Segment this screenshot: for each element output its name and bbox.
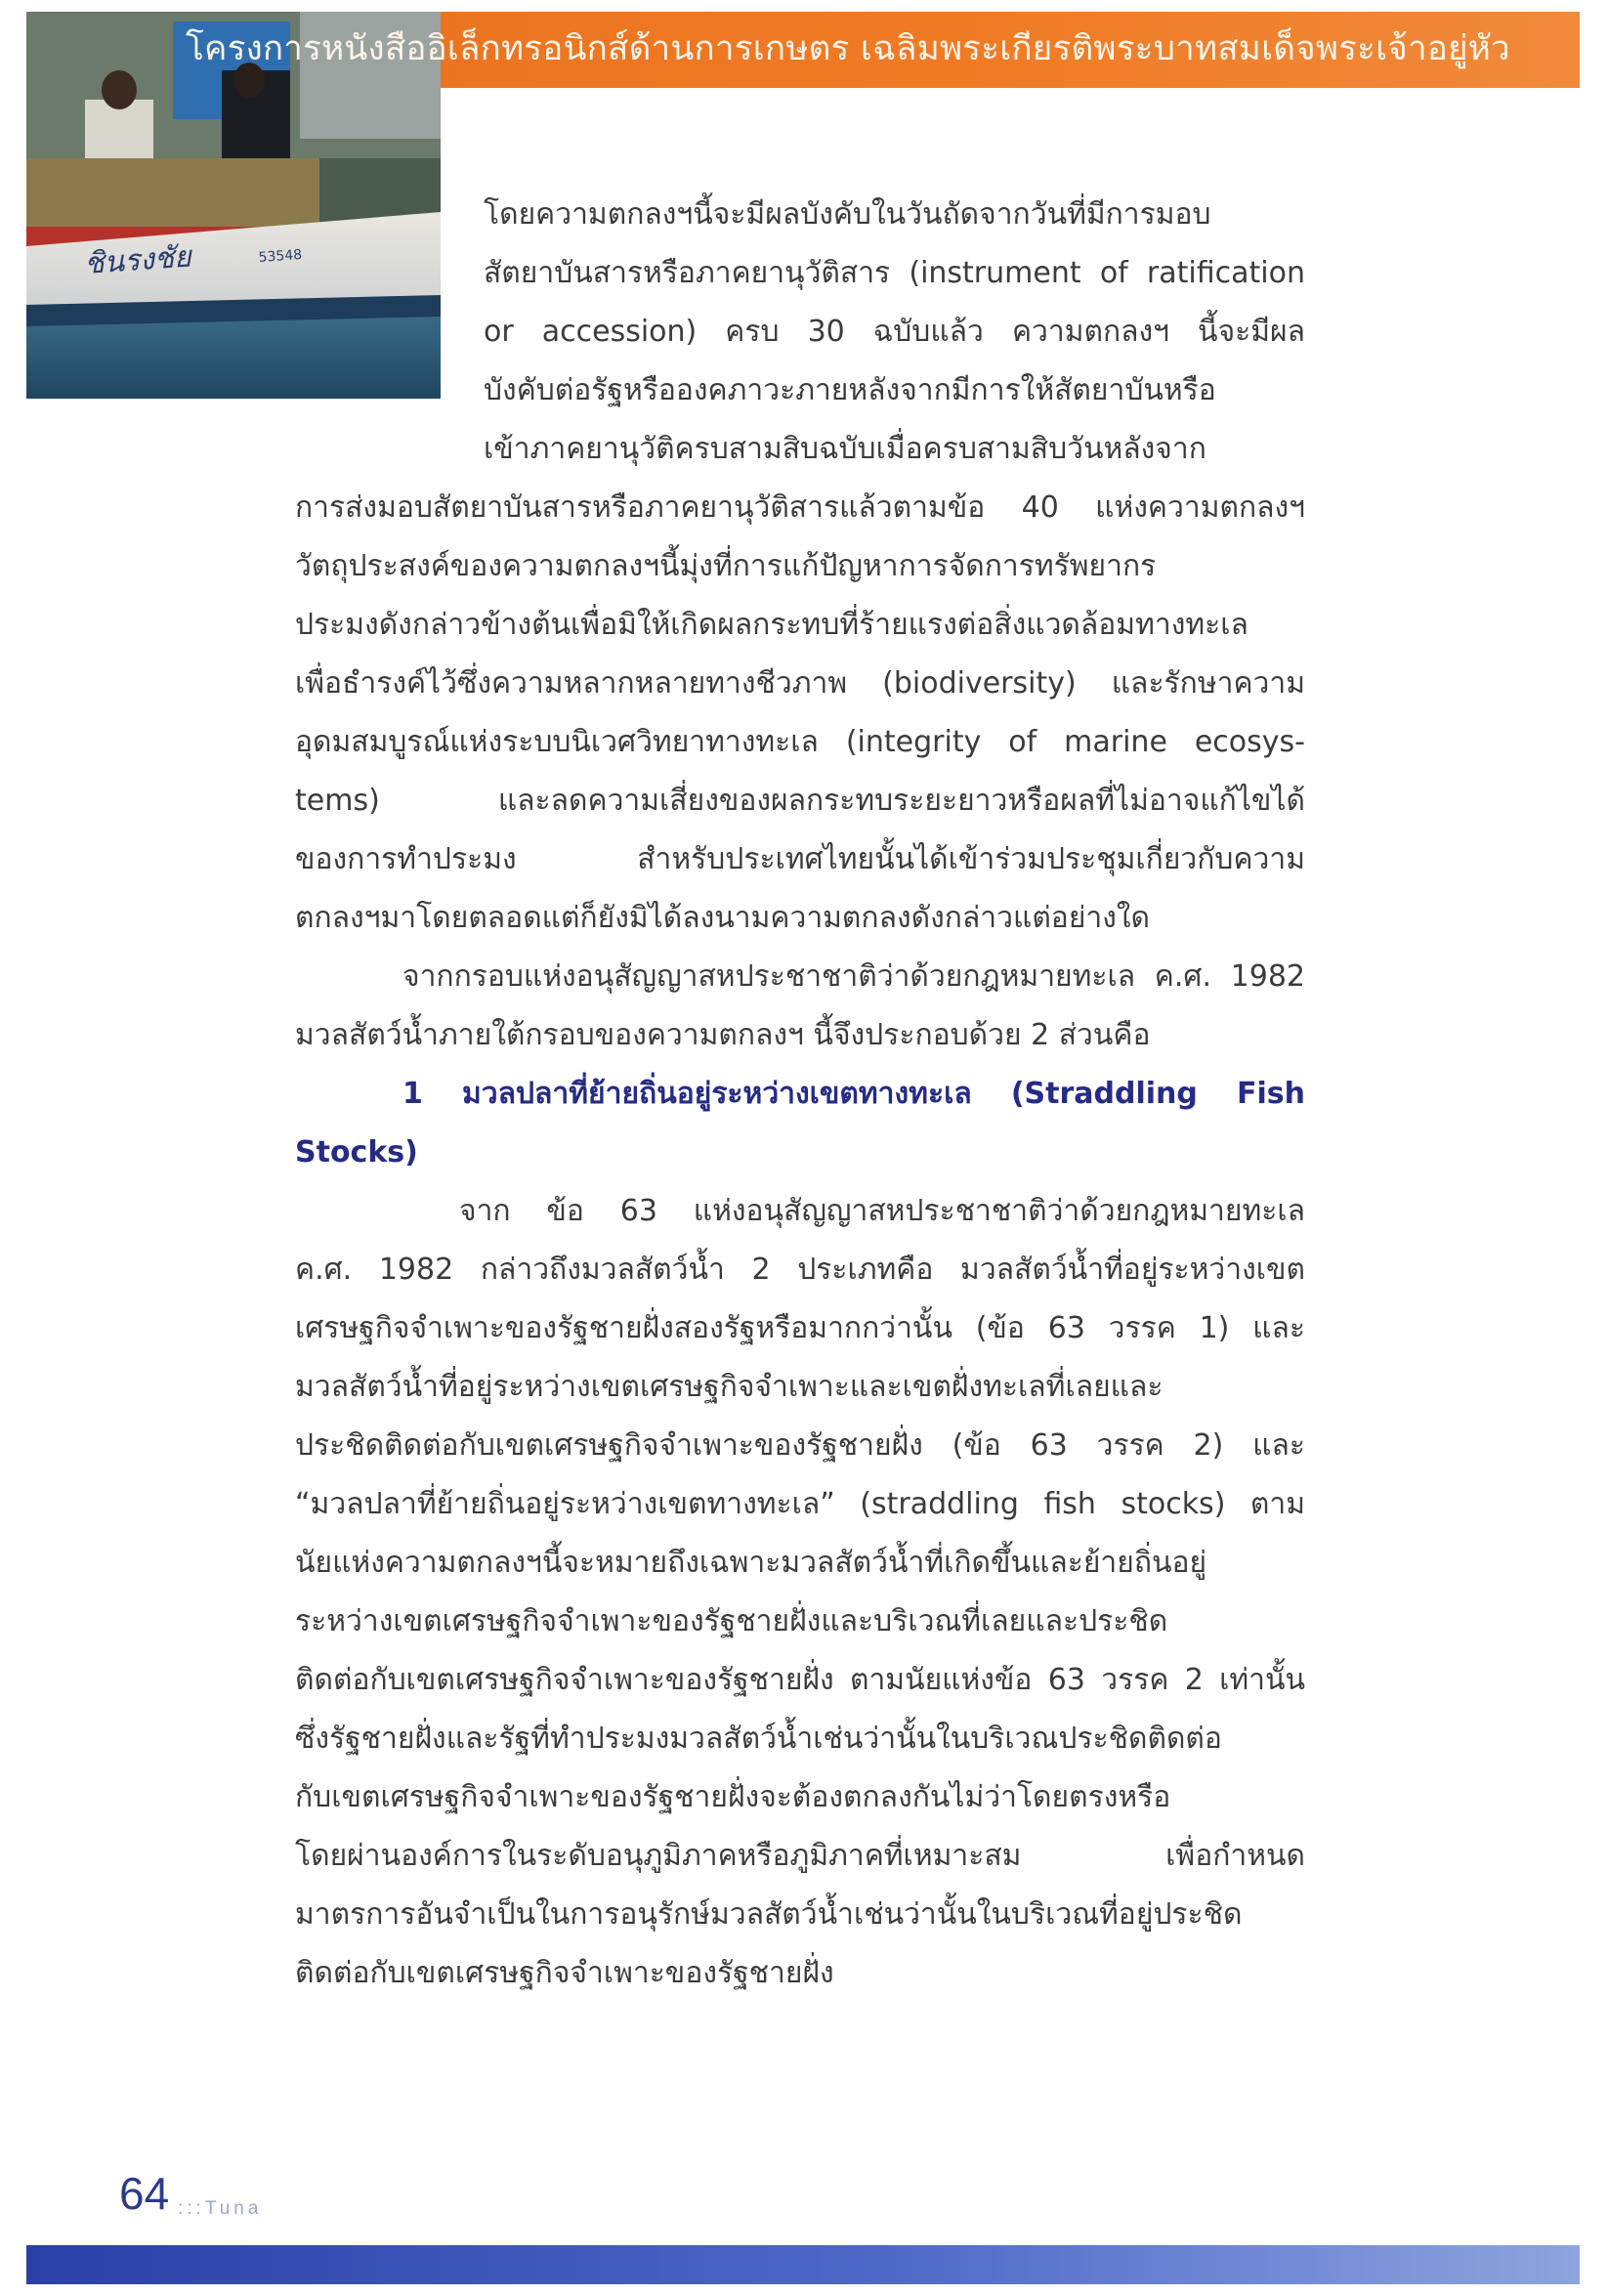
text-line: ประชิดติดต่อกับเขตเศรษฐกิจจำเพาะของรัฐชายฝั่ง (ข้อ 63 วรรค 2) และ (295, 1428, 1305, 1463)
section-heading-cont: Stocks) (295, 1135, 418, 1169)
text-line: ซึ่งรัฐชายฝั่งและรัฐที่ทำประมงมวลสัตว์น้ำเช่นว่านั้นในบริเวณประชิดติดต่อ (295, 1722, 1222, 1756)
text-line: กับเขตเศรษฐกิจจำเพาะของรัฐชายฝั่งจะต้องตกลงกันไม่ว่าโดยตรงหรือ (295, 1780, 1171, 1814)
text-line: จากกรอบแห่งอนุสัญญาสหประชาชาติว่าด้วยกฎหมายทะเล ค.ศ. 1982 (402, 959, 1305, 994)
boat-name: ชินรงชัย (83, 239, 192, 281)
header-title: โครงการหนังสืออิเล็กทรอนิกส์ด้านการเกษตร เฉลิมพระเกียรติพระบาทสมเด็จพระเจ้าอยู่หัว (186, 29, 1510, 68)
footer-label: :::Tuna (178, 2198, 263, 2219)
text-line: ติดต่อกับเขตเศรษฐกิจจำเพาะของรัฐชายฝั่ง (295, 1956, 834, 1990)
text-line: เข้าภาคยานุวัติครบสามสิบฉบับเมื่อครบสามสิบวันหลังจาก (484, 432, 1206, 466)
text-line: โดยความตกลงฯนี้จะมีผลบังคับในวันถัดจากวันที่มีการมอบ (484, 197, 1211, 232)
text-line: นัยแห่งความตกลงฯนี้จะหมายถึงเฉพาะมวลสัตว์น้ำที่เกิดขึ้นและย้ายถิ่นอยู่ (295, 1546, 1207, 1580)
text-line: มาตรการอันจำเป็นในการอนุรักษ์มวลสัตว์น้ำเช่นว่านั้นในบริเวณที่อยู่ประชิด (295, 1897, 1243, 1932)
text-line: tems) และลดความเสี่ยงของผลกระทบระยะยาวหรือผลที่ไม่อาจแก้ไขได้ (295, 784, 1305, 818)
text-line: มวลสัตว์น้ำที่อยู่ระหว่างเขตเศรษฐกิจจำเพาะและเขตฝั่งทะเลที่เลยและ (295, 1370, 1164, 1404)
text-line: การส่งมอบสัตยาบันสารหรือภาคยานุวัติสารแล้วตามข้อ 40 แห่งความตกลงฯ (295, 490, 1305, 525)
section-heading: 1 มวลปลาที่ย้ายถิ่นอยู่ระหว่างเขตทางทะเล (Straddling Fish (402, 1077, 1305, 1111)
text-line: เศรษฐกิจจำเพาะของรัฐชายฝั่งสองรัฐหรือมากกว่านั้น (ข้อ 63 วรรค 1) และ (295, 1311, 1305, 1345)
text-line: มวลสัตว์น้ำภายใต้กรอบของความตกลงฯ นี้จึงประกอบด้วย 2 ส่วนคือ (295, 1018, 1151, 1052)
text-line: or accession) ครบ 30 ฉบับแล้ว ความตกลงฯ นี้จะมีผล (484, 315, 1305, 349)
text-line: วัตถุประสงค์ของความตกลงฯนี้มุ่งที่การแก้ปัญหาการจัดการทรัพยากร (295, 549, 1157, 583)
text-line: โดยผ่านองค์การในระดับอนุภูมิภาคหรือภูมิภาคที่เหมาะสม เพื่อกำหนด (295, 1839, 1305, 1873)
text-line: ประมงดังกล่าวข้างต้นเพื่อมิให้เกิดผลกระทบที่ร้ายแรงต่อสิ่งแวดล้อมทางทะเล (295, 608, 1248, 642)
text-line: จาก ข้อ 63 แห่งอนุสัญญาสหประชาชาติว่าด้วยกฎหมายทะเล (459, 1194, 1305, 1228)
text-line: ตกลงฯมาโดยตลอดแต่ก็ยังมิได้ลงนามความตกลงดังกล่าวแต่อย่างใด (295, 901, 1151, 935)
text-line: ติดต่อกับเขตเศรษฐกิจจำเพาะของรัฐชายฝั่ง ตามนัยแห่งข้อ 63 วรรค 2 เท่านั้น (295, 1663, 1305, 1697)
footer-bar (26, 2245, 1580, 2284)
text-line: อุดมสมบูรณ์แห่งระบบนิเวศวิทยาทางทะเล (integrity of marine ecosys- (295, 725, 1305, 759)
body-text (295, 186, 1305, 2003)
text-line: ค.ศ. 1982 กล่าวถึงมวลสัตว์น้ำ 2 ประเภทคือ มวลสัตว์น้ำที่อยู่ระหว่างเขต (295, 1253, 1305, 1287)
text-line: ระหว่างเขตเศรษฐกิจจำเพาะของรัฐชายฝั่งและบริเวณที่เลยและประชิด (295, 1604, 1168, 1638)
page-number: 64 (119, 2168, 170, 2219)
text-line: ของการทำประมง สำหรับประเทศไทยนั้นได้เข้าร่วมประชุมเกี่ยวกับความ (295, 842, 1305, 876)
boat-number: 53548 (258, 246, 303, 266)
text-line: “มวลปลาที่ย้ายถิ่นอยู่ระหว่างเขตทางทะเล” (straddling fish stocks) ตาม (295, 1487, 1305, 1521)
text-line: สัตยาบันสารหรือภาคยานุวัติสาร (instrument of ratification (484, 256, 1305, 290)
text-line: บังคับต่อรัฐหรือองคภาวะภายหลังจากมีการให้สัตยาบันหรือ (484, 373, 1216, 407)
text-line: เพื่อธำรงค์ไว้ซึ่งความหลากหลายทางชีวภาพ (biodiversity) และรักษาความ (295, 666, 1305, 701)
